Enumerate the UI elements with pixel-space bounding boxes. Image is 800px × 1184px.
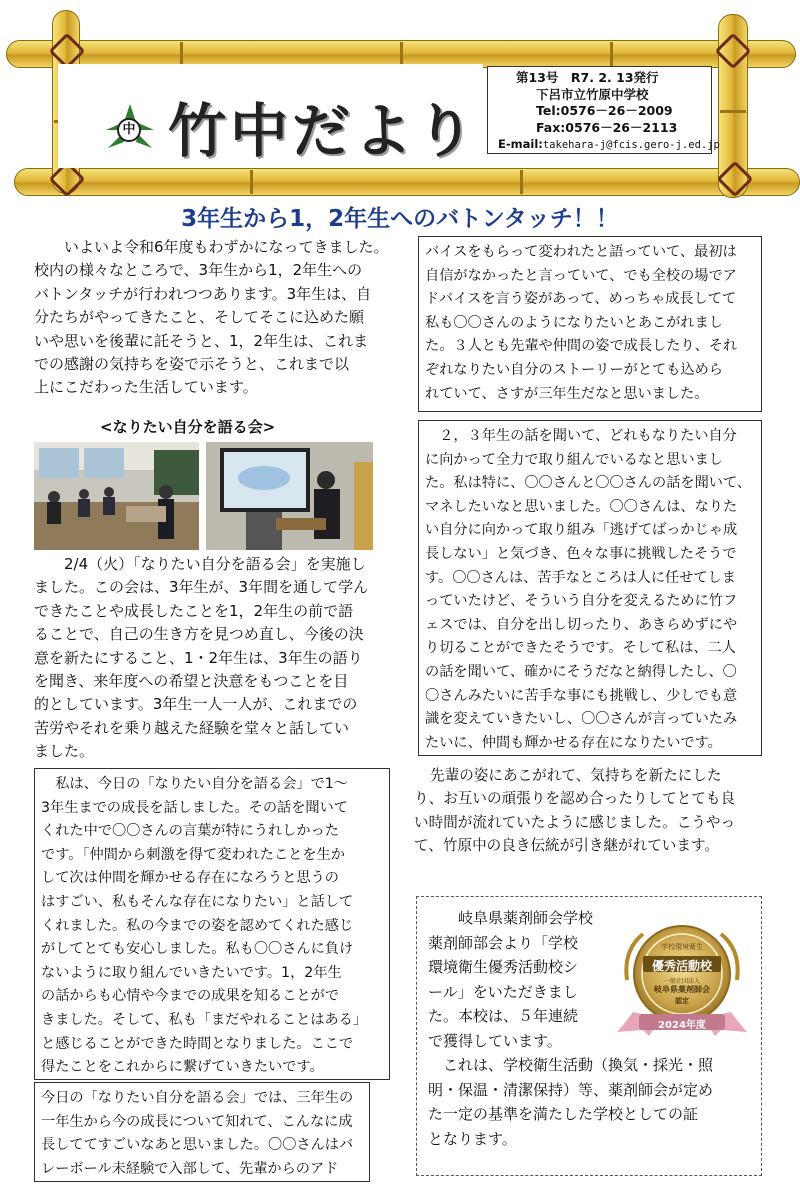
text-line: 私は、今日の「なりたい自分を語る会」で1～ (41, 776, 348, 792)
seal-year-text: 2024年度 (658, 1020, 706, 1031)
seal-cert-text: 認定 (675, 997, 689, 1005)
headline: 3年生から1，2年生へのバトンタッチ！！ (181, 206, 619, 232)
text-line: ２，３年生の話を聞いて、どれもなりたい自分 (425, 428, 737, 444)
text-line: り、お互いの頑張りを認め合ったりしてとても良 (414, 790, 736, 808)
email-address: takehara-j@fcis.gero-j.ed.jp (542, 139, 720, 151)
text-line: ェスでは、自分を出し切ったり、あきらめずにや (425, 616, 738, 633)
closing-paragraph (414, 764, 735, 858)
text-line: て、竹原中の良き伝統が引き継がれています。 (414, 837, 720, 855)
phone: Tel:0576－26－2009 (536, 103, 673, 118)
text-line: で獲得しています。 (428, 1031, 562, 1050)
email-label: E-mail: (498, 137, 543, 151)
student-essay-3 (418, 420, 762, 756)
issue-line: 第13号 R7. 2. 13発行 (516, 70, 659, 85)
text-line: 一年生から今の成長について知れて、こんなに成 (41, 1113, 353, 1130)
issue-info-box (487, 66, 720, 154)
text-line: です。「仲間から刺激を得て変われたことを生か (41, 846, 345, 863)
text-line: 〇さんみたいに苦手な事にも挑戦し、少しでも意 (425, 687, 738, 704)
text-line: 3年生までの成長を話しました。その話を聞いて (41, 799, 348, 816)
text-line: ました。 (34, 742, 95, 761)
text-line: バイスをもらって変われたと語っていて、最初は (425, 244, 737, 260)
text-line: ました。この会は、3年生が、3年間を通して学ん (34, 578, 369, 597)
bamboo-bottom (14, 168, 800, 196)
text-line: 今日の「なりたい自分を語る会」では、三年生の (41, 1090, 354, 1106)
fax: Fax:0576－26－2113 (536, 119, 678, 135)
text-line: 上にこだわった生活しています。 (34, 378, 258, 397)
text-line: た。本校は、５年連続 (428, 1007, 579, 1025)
student-essay-1 (34, 768, 390, 1080)
text-line: に向かって全力で取り組んでいるなと思いまし (425, 451, 723, 468)
text-line: い時間が流れていたように感じました。こうやっ (414, 813, 736, 831)
text-line: これは、学校衛生活動（換気・採光・照 (428, 1056, 714, 1074)
text-line: 識を変えていきたいし、〇〇さんが言っていたみ (425, 711, 738, 728)
text-line: と感じることができた時間となりました。ここで (41, 1035, 354, 1052)
text-line: ドバイスを言う姿があって、めっちゃ成長してて (425, 291, 737, 308)
text-line: い自分に向かって取り組み「逃げてばっかじゃ成 (425, 522, 738, 539)
student-essay-2-start (34, 1082, 370, 1182)
text-line: の話を聞いて、確かにそうだなと納得したし、〇 (425, 663, 737, 680)
text-line: 校内の様々なところで、3年生から1，2年生への (34, 261, 363, 280)
masthead (0, 0, 800, 200)
school-name: 下呂市立竹原中学校 (536, 86, 649, 102)
text-line: いや思いを後輩に託そうと、1，2年生は、これま (34, 331, 369, 350)
classroom-photo (34, 442, 199, 550)
text-line: くれた中で〇〇さんの言葉が特にうれしかった (41, 823, 339, 840)
text-line: 先輩の姿にあこがれて、気持ちを新たにした (430, 767, 722, 784)
text-line: 苦労やそれを乗り越えた経験を堂々と話してい (34, 718, 350, 737)
text-line: を聞き、来年度への希望と決意をもつことを目 (34, 672, 349, 691)
presentation-photo (206, 442, 373, 550)
text-line: 自信がなかったと言っていて、でも全校の場でア (425, 267, 737, 284)
text-line: たいに、仲間も輝かせる存在になりたいです。 (425, 734, 722, 751)
seal-top-text: 学校環境衛生 (661, 943, 703, 951)
text-line: 長しててすごいなあと思いました。〇〇さんはバ (41, 1137, 354, 1154)
intro-paragraph (34, 236, 389, 400)
text-line: の話からも心情や今までの成果を知ることがで (41, 988, 339, 1005)
text-line: くれました。私の今までの姿を認めてくれた感じ (41, 917, 354, 934)
text-line: マネしたいなと思いました。〇〇さんは、なりた (425, 498, 738, 515)
seal-org2-text: 岐阜県薬剤師会 (654, 985, 710, 994)
text-line: での感謝の気持ちを姿で示そうと、これまで以 (34, 355, 350, 374)
text-line: 環境衛生優秀活動校シ (428, 958, 579, 976)
text-line: れていて、さすが三年生だなと思いました。 (425, 385, 709, 402)
seal-org1-text: 一般社団法人 (663, 978, 700, 985)
text-line: 長しない」と気づき、色々な事に挑戦したそうで (425, 545, 737, 562)
text-line: できたことや成長したことを1，2年生の前で語 (34, 601, 354, 620)
text-line: 薬剤師部会より「学校 (428, 933, 579, 952)
student-essay-2-continued (418, 236, 762, 412)
event-paragraph (34, 553, 368, 764)
text-line: となります。 (428, 1129, 517, 1148)
section-subheading: <なりたい自分を語る会> (100, 418, 276, 436)
text-line: っていたけど、そういう自分を変えるために竹フ (425, 593, 738, 610)
text-line: はすごい、私もそんな存在になりたい」と話して (41, 893, 354, 910)
email-line (498, 136, 720, 154)
text-line: 岐阜県薬剤師会学校 (458, 909, 594, 927)
text-line: いよいよ令和6年度もわずかになってきました。 (64, 238, 389, 256)
text-line: ることで、自己の生き方を見つめ直し、今後の決 (34, 625, 364, 644)
text-line: 分たちがやってきたこと、そしてそこに込めた願 (34, 308, 365, 327)
text-line: バトンタッチが行われつつあります。3年生は、自 (34, 284, 372, 303)
text-line: り切ることができたそうです。そして私は、二人 (425, 640, 736, 657)
emblem-char: 中 (117, 118, 141, 142)
award-seal (613, 920, 751, 1038)
text-line: きました。そして、私も「まだやれることはある」 (41, 1011, 368, 1028)
seal-main-text: 優秀活動校 (651, 959, 712, 973)
text-line: して次は仲間を輝かせる存在になろうと思うの (41, 870, 339, 887)
text-line: 的としています。3年生一人一人が、これまでの (34, 695, 358, 714)
text-line: 明・保温・清潔保持）等、薬剤師会が定め (428, 1080, 714, 1099)
text-line: レーボール未経験で入部して、先輩からのアド (41, 1160, 339, 1177)
text-line: ないように取り組んでいきたいです。1，2年生 (41, 964, 342, 981)
text-line: す。〇〇さんは、苦手なところは人に任せてしま (425, 569, 736, 586)
text-line: ール」をいただきまし (428, 982, 578, 1001)
text-line: た。３人とも先輩や仲間の姿で成長したり、それ (425, 338, 738, 355)
text-line: 2/4（火）「なりたい自分を語る会」を実施し (64, 555, 366, 573)
text-line: がしてとても安心しました。私も〇〇さんに負け (41, 941, 354, 958)
text-line: 意を新たにすること、1・2年生は、3年生の語り (34, 648, 363, 667)
text-line: た一定の基準を満たした学校としての証 (428, 1105, 699, 1123)
text-line: た。私は特に、〇〇さんと〇〇さんの話を聞いて、 (425, 475, 752, 492)
text-line: ぞれなりたい自分のストーリーがとても込めら (425, 361, 723, 378)
text-line: 私も〇〇さんのようになりたいとあこがれまし (425, 314, 723, 331)
text-line: 得たことをこれからに繋げていきたいです。 (41, 1059, 324, 1076)
newsletter-title: 竹中だより (168, 97, 479, 165)
